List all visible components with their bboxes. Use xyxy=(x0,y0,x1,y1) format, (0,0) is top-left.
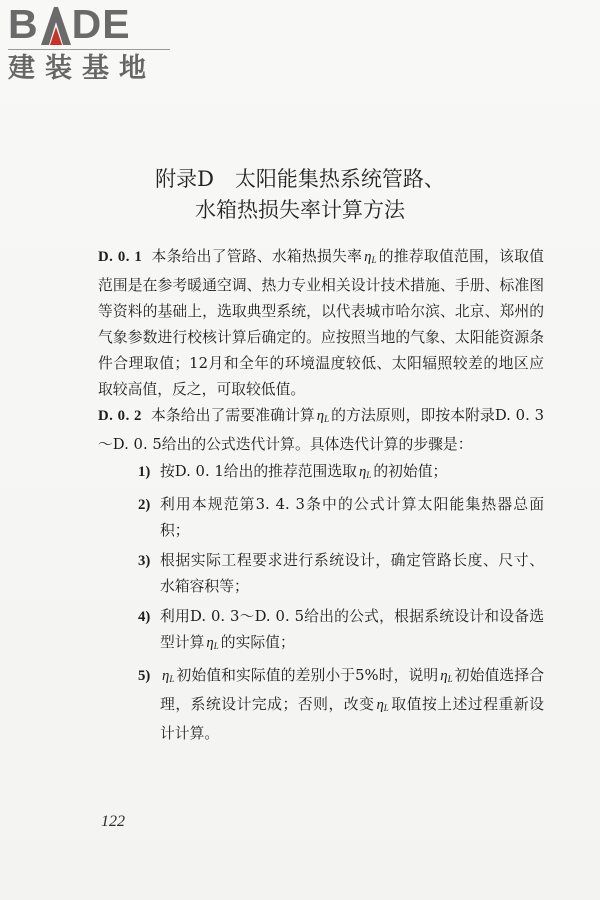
step-text: 的初始值； xyxy=(373,463,448,480)
eta-l-symbol: $\eta_L$ xyxy=(364,249,377,265)
step-item xyxy=(138,492,544,544)
appendix-title xyxy=(0,164,600,226)
step-number: 3) xyxy=(138,553,151,569)
step-number: 4) xyxy=(138,609,151,625)
section-d02 xyxy=(98,403,544,458)
section-text: 本条给出了管路、水箱热损失率 xyxy=(151,248,363,265)
logo-a-triangle-icon xyxy=(39,7,73,45)
section-text: 本条给出了需要准确计算 xyxy=(150,407,315,424)
step-item xyxy=(138,548,544,600)
title-line-2: 水箱热损失率计算方法 xyxy=(195,198,405,222)
step-text: 取值按上述过程重新设计计算。 xyxy=(160,696,544,742)
step-text: 按D. 0. 1给出的推荐范围选取 xyxy=(160,463,357,480)
logo-letter-b: B xyxy=(8,1,39,47)
step-text: 的实际值； xyxy=(220,634,295,651)
step-number: 1) xyxy=(138,464,151,480)
section-label: D. 0. 2 xyxy=(98,408,142,424)
eta-l-symbol: $\eta_L$ xyxy=(440,668,453,684)
bade-logo xyxy=(8,1,178,86)
eta-l-symbol: $\eta_L$ xyxy=(162,668,175,684)
iteration-steps-list xyxy=(138,459,544,747)
eta-l-symbol: $\eta_L$ xyxy=(206,635,219,651)
step-item xyxy=(138,663,544,747)
step-number: 2) xyxy=(138,497,151,513)
section-text: 的方法原则，即按本附录D. 0. 3～D. 0. 5给出的公式迭代计算。具体迭代计算的步骤是： xyxy=(98,407,544,453)
eta-l-symbol: $\eta_L$ xyxy=(358,464,372,480)
section-label: D. 0. 1 xyxy=(98,249,143,265)
logo-divider xyxy=(8,49,170,50)
title-line-1: 附录D 太阳能集热系统管路、 xyxy=(155,167,445,191)
section-text: 的推荐取值范围，该取值范围是在参考暖通空调、热力专业相关设计技术措施、手册、标准图等资料的基础上，选取典型系统，以代表城市哈尔滨、北京、郑州的气象参数进行校核计算后确定的。应按照当地的气象、太阳能资源条件合理取值；12月和全年的环境温度较低、太阳辐照较差的地区应取较高值，反之，可取较低值。 xyxy=(98,248,544,398)
section-d01 xyxy=(98,244,544,403)
logo-letters-de: DE xyxy=(71,1,131,47)
eta-l-symbol: $\eta_L$ xyxy=(376,697,389,713)
step-text: 初始值和实际值的差别小于5%时，说明 xyxy=(176,667,439,684)
step-text: 利用本规范第3. 4. 3条中的公式计算太阳能集热器总面积； xyxy=(160,496,544,539)
body-text xyxy=(98,244,544,751)
logo-letter-a-icon xyxy=(39,4,72,45)
step-item xyxy=(138,604,544,659)
step-text: 初始值选择合理，系统设计完成；否则，改变 xyxy=(160,667,544,713)
page-number: 122 xyxy=(101,813,125,830)
logo-subtitle: 建装基地 xyxy=(8,53,156,84)
logo-wordmark xyxy=(8,1,131,47)
step-text: 利用D. 0. 3～D. 0. 5给出的公式，根据系统设计和设备选型计算 xyxy=(160,608,544,651)
step-number: 5) xyxy=(138,668,151,684)
step-text: 根据实际工程要求进行系统设计，确定管路长度、尺寸、水箱容积等； xyxy=(160,552,544,595)
eta-l-symbol: $\eta_L$ xyxy=(316,408,330,424)
step-item xyxy=(138,459,544,488)
